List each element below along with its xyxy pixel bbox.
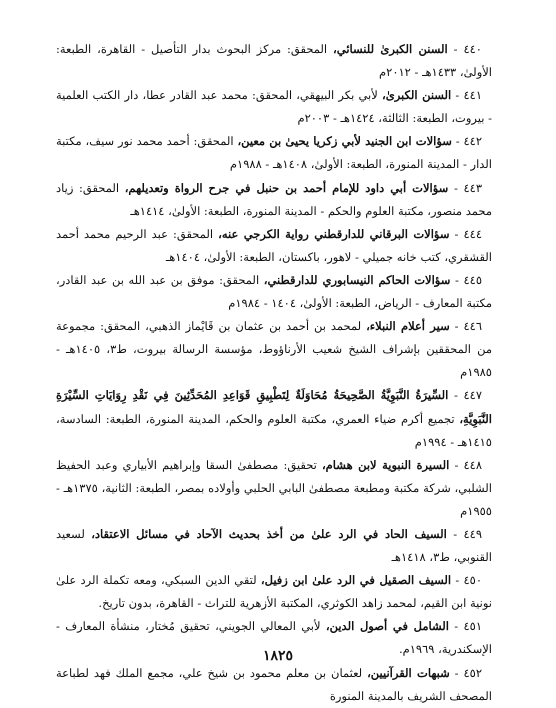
entry-number: ٤٥٠ xyxy=(463,573,482,588)
entry-details: المحقق: أحمد محمد نور سيف، مكتبة الدار - المدينة المنورة، الطبعة: الأولىٰ، ١٤٠٨هـ - ١٩٨٨م xyxy=(56,134,492,172)
entry-number: ٤٤٦ xyxy=(463,319,483,334)
bibliography-entry: ٤٤٧ - السِّيرَةُ النَّبَوِيَّةُ الصَّحِيحَةُ مُحَاوَلَةٌ لِتَطْبِيقِ قَوَاعِدِ المُحَدِّثِينَ فِي نَقْدِ رِوَايَاتِ السِّيْرَةِ النَّبَوِيَّةِ، تجميع أكرم ضياء العمري، مكتبة العلوم والحكم، المدينة المنورة، الطبعة: السادسة، ١٤١٥هـ - ١٩٩٤م xyxy=(56,388,492,449)
entry-title: السيرة النبوية لابن هشام، xyxy=(321,457,450,472)
entry-number: ٤٤٤ xyxy=(463,226,482,241)
entry-title: سؤالات الحاكم النيسابوري للدارقطني، xyxy=(263,272,451,287)
entry-title: السنن الكبرىٰ للنسائي، xyxy=(333,42,448,56)
entry-details: المحقق: زياد محمد منصور، مكتبة العلوم والحكم - المدينة المنورة، الطبعة: الأولىٰ، ١٤١٤هـ xyxy=(56,180,492,218)
entry-title: سؤالات أبي داود للإمام أحمد بن حنبل في جرح الرواة وتعديلهم، xyxy=(124,180,449,195)
entry-details: لعثمان بن معلم محمود بن شيخ علي، مجمع الملك فهد لطباعة المصحف الشريف بالمدينة المنورة xyxy=(56,665,492,703)
entry-title: السيف الصقيل في الرد علىٰ ابن زفيل، xyxy=(260,573,452,588)
bibliography-entry: ٤٤٥ - سؤالات الحاكم النيسابوري للدارقطني، المحقق: موفق بن عبد الله بن عبد القادر، مكتبة المعارف - الرياض، الطبعة: الأولىٰ، ١٤٠٤ - ١٩٨٤م xyxy=(56,272,492,311)
bibliography-entry: ٤٤٤ - سؤالات البرقاني للدارقطني رواية الكرجي عنه، المحقق: عبد الرحيم محمد أحمد القشقري، كتب خانه جميلي - لاهور، باكستان، الطبعة: الأولىٰ، ١٤٠٤هـ xyxy=(56,226,492,264)
entry-title: السِّيرَةُ النَّبَوِيَّةُ الصَّحِيحَةُ مُحَاوَلَةٌ لِتَطْبِيقِ قَوَاعِدِ المُحَدِّثِينَ فِي نَقْدِ رِوَايَاتِ السِّيْرَةِ النَّبَوِيَّةِ، xyxy=(56,388,492,426)
entry-number: ٤٤٣ xyxy=(463,180,483,195)
entry-title: سؤالات ابن الجنيد لأبي زكريا يحيىٰ بن معين، xyxy=(237,134,452,149)
entry-details: المحقق: موفق بن عبد الله بن عبد القادر، مكتبة المعارف - الرياض، الطبعة: الأولىٰ، ١٤٠٤ - ١٩٨٤م xyxy=(56,272,492,311)
bibliography-entry: ٤٤٩ - السيف الحاد في الرد علىٰ من أخذ بحديث الآحاد في مسائل الاعتقاد، لسعيد القنوبي، ط٣، ١٤١٨هـ xyxy=(56,526,492,565)
entry-details: المحقق: مركز البحوث بدار التأصيل - القاهرة، الطبعة: الأولىٰ، ١٤٣٣هـ - ٢٠١٢م xyxy=(56,42,492,80)
entry-number: ٤٥١ xyxy=(463,619,482,634)
entry-details: تحقيق: مصطفىٰ السقا وإبراهيم الأبياري وعبد الحفيظ الشلبي، شركة مكتبة ومطبعة مصطفىٰ البابي الحلبي وأولاده بمصر، الطبعة: الثانية، ١٣٧٥هـ - ١٩٥٥م xyxy=(56,457,492,518)
entry-number: ٤٤٩ xyxy=(463,526,482,541)
bibliography-entry: ٤٤٢ - سؤالات ابن الجنيد لأبي زكريا يحيىٰ بن معين، المحقق: أحمد محمد نور سيف، مكتبة الدار - المدينة المنورة، الطبعة: الأولىٰ، ١٤٠٨هـ - ١٩٨٨م xyxy=(56,134,492,172)
entry-number: ٤٤٧ xyxy=(463,388,482,403)
bibliography-entry: ٤٤٠ - السنن الكبرىٰ للنسائي، المحقق: مركز البحوث بدار التأصيل - القاهرة، الطبعة: الأولىٰ، ١٤٣٣هـ - ٢٠١٢م xyxy=(56,42,492,80)
entry-details: لتقي الدين السبكي، ومعه تكملة الرد علىٰ نونية ابن القيم، لمحمد زاهد الكوثري، المكتبة الأزهرية للتراث - القاهرة، بدون تاريخ. xyxy=(56,573,492,611)
entry-number: ٤٤٨ xyxy=(463,457,483,472)
entry-title: الشامل في أصول الدين، xyxy=(325,619,449,634)
entry-details: تجميع أكرم ضياء العمري، مكتبة العلوم والحكم، المدينة المنورة، الطبعة: السادسة، ١٤١٥هـ - ١٩٩٤م xyxy=(56,411,492,449)
entry-number: ٤٤١ xyxy=(463,88,483,103)
entry-number: ٤٤٢ xyxy=(463,134,483,149)
entry-title: شبهات القرآنيين، xyxy=(367,665,450,680)
entry-title: السنن الكبرىٰ، xyxy=(381,88,452,103)
entry-title: سؤالات البرقاني للدارقطني رواية الكرجي عنه، xyxy=(218,226,450,241)
entry-number: ٤٥٢ xyxy=(463,665,483,680)
bibliography-list xyxy=(56,38,492,708)
bibliography-entry: ٤٤٣ - سؤالات أبي داود للإمام أحمد بن حنبل في جرح الرواة وتعديلهم، المحقق: زياد محمد منصور، مكتبة العلوم والحكم - المدينة المنورة، الطبعة: الأولىٰ، ١٤١٤هـ xyxy=(56,180,492,218)
bibliography-entry: ٤٤٨ - السيرة النبوية لابن هشام، تحقيق: مصطفىٰ السقا وإبراهيم الأبياري وعبد الحفيظ الشلبي، شركة مكتبة ومطبعة مصطفىٰ البابي الحلبي وأولاده بمصر، الطبعة: الثانية، ١٣٧٥هـ - ١٩٥٥م xyxy=(56,457,492,518)
entry-details: لأبي المعالي الجويني، تحقيق مُختار، منشأة المعارف - الإسكندرية، ١٩٦٩م. xyxy=(56,619,492,657)
entry-details: لمحمد بن أحمد بن عثمان بن قَايْماز الذهبي، المحقق: مجموعة من المحققين بإشراف الشيخ شعيب الأرناؤوط، مؤسسة الرسالة بيروت، ط٣، ١٤٠٥هـ - ١٩٨٥م xyxy=(56,319,493,380)
entry-title: سير أعلام النبلاء، xyxy=(366,319,450,334)
bibliography-entry: ٤٥٠ - السيف الصقيل في الرد علىٰ ابن زفيل، لتقي الدين السبكي، ومعه تكملة الرد علىٰ نونية ابن القيم، لمحمد زاهد الكوثري، المكتبة الأزهرية للتراث - القاهرة، بدون تاريخ. xyxy=(56,573,492,611)
page-number: ١٨٢٥ xyxy=(262,648,294,664)
entry-details: لسعيد القنوبي، ط٣، ١٤١٨هـ xyxy=(56,526,492,565)
entry-number: ٤٤٥ xyxy=(463,272,482,287)
entry-details: لأبي بكر البيهقي، المحقق: محمد عبد القادر عطا، دار الكتب العلمية - بيروت، الطبعة: الثالثة، ١٤٢٤هـ - ٢٠٠٣م xyxy=(56,88,492,126)
entry-number: ٤٤٠ xyxy=(463,42,482,56)
entry-title: السيف الحاد في الرد علىٰ من أخذ بحديث الآحاد في مسائل الاعتقاد، xyxy=(91,526,447,541)
bibliography-entry: ٤٥١ - الشامل في أصول الدين، لأبي المعالي الجويني، تحقيق مُختار، منشأة المعارف - الإسكندرية، ١٩٦٩م. xyxy=(56,619,492,657)
bibliography-entry: ٤٤٦ - سير أعلام النبلاء، لمحمد بن أحمد بن عثمان بن قَايْماز الذهبي، المحقق: مجموعة من المحققين بإشراف الشيخ شعيب الأرناؤوط، مؤسسة الرسالة بيروت، ط٣، ١٤٠٥هـ - ١٩٨٥م xyxy=(56,319,493,380)
bibliography-entry: ٤٥٢ - شبهات القرآنيين، لعثمان بن معلم محمود بن شيخ علي، مجمع الملك فهد لطباعة المصحف الشريف بالمدينة المنورة xyxy=(56,665,492,703)
bibliography-entry: ٤٤١ - السنن الكبرىٰ، لأبي بكر البيهقي، المحقق: محمد عبد القادر عطا، دار الكتب العلمية - بيروت، الطبعة: الثالثة، ١٤٢٤هـ - ٢٠٠٣م xyxy=(56,88,492,126)
entry-details: المحقق: عبد الرحيم محمد أحمد القشقري، كتب خانه جميلي - لاهور، باكستان، الطبعة: الأولىٰ، ١٤٠٤هـ xyxy=(56,226,492,264)
